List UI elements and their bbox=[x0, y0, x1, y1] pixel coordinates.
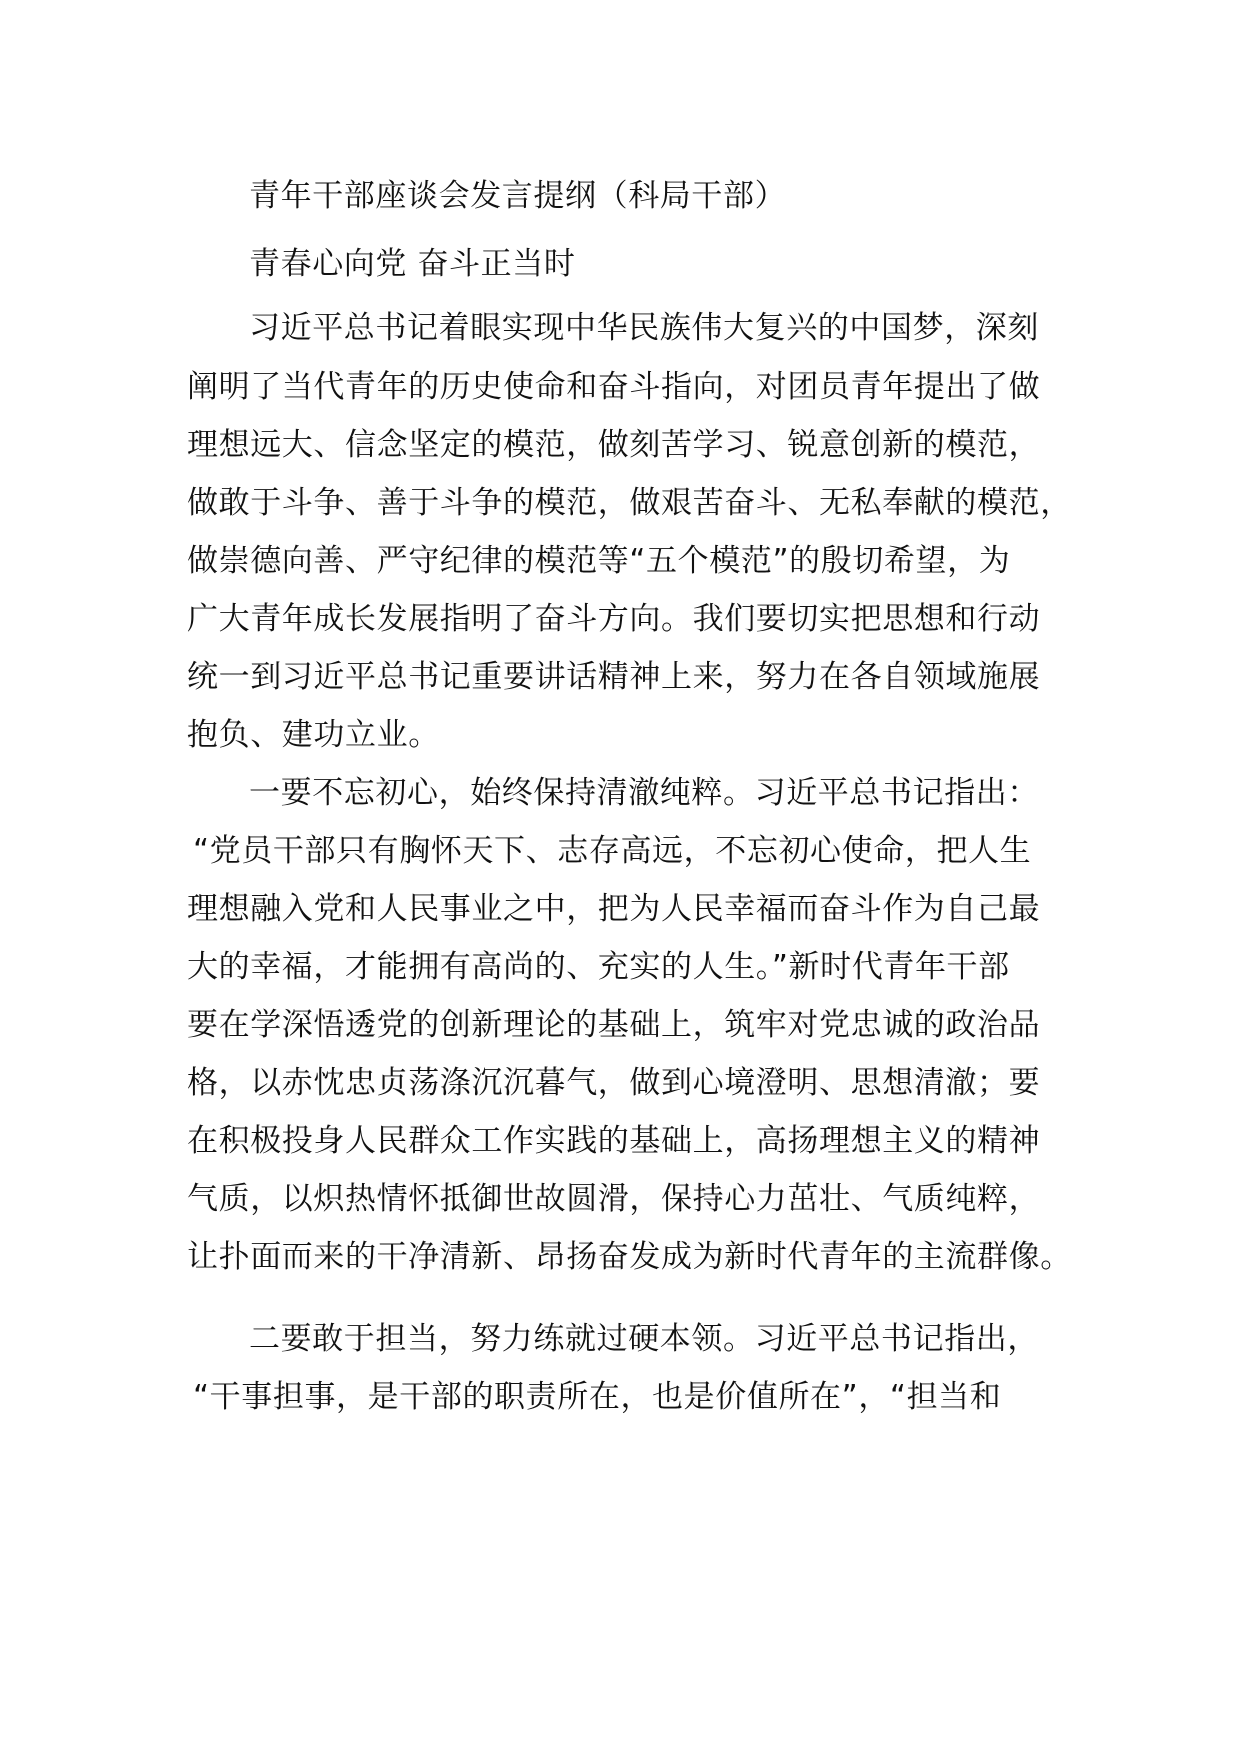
paragraph-line: 做敢于斗争、善于斗争的模范，做艰苦奋斗、无私奉献的模范， bbox=[187, 485, 1072, 521]
paragraph-line: 一要不忘初心，始终保持清澈纯粹。习近平总书记指出： bbox=[249, 775, 1039, 811]
paragraph-line: 阐明了当代青年的历史使命和奋斗指向，对团员青年提出了做 bbox=[187, 369, 1041, 405]
paragraph-line: 让扑面而来的干净清新、昂扬奋发成为新时代青年的主流群像。 bbox=[187, 1239, 1072, 1275]
paragraph-line: 广大青年成长发展指明了奋斗方向。我们要切实把思想和行动 bbox=[187, 601, 1041, 637]
paragraph-line: 习近平总书记着眼实现中华民族伟大复兴的中国梦，深刻 bbox=[249, 310, 1039, 346]
paragraph-line: 理想远大、信念坚定的模范，做刻苦学习、锐意创新的模范， bbox=[187, 427, 1041, 463]
paragraph-line: 二要敢于担当，努力练就过硬本领。习近平总书记指出， bbox=[249, 1321, 1039, 1357]
paragraph-line: 要在学深悟透党的创新理论的基础上，筑牢对党忠诚的政治品 bbox=[187, 1007, 1041, 1043]
paragraph-line: 在积极投身人民群众工作实践的基础上，高扬理想主义的精神 bbox=[187, 1123, 1041, 1159]
paragraph-line: 理想融入党和人民事业之中，把为人民幸福而奋斗作为自己最 bbox=[187, 891, 1041, 927]
paragraph-line: 气质，以炽热情怀抵御世故圆滑，保持心力茁壮、气质纯粹， bbox=[187, 1181, 1041, 1217]
document-title: 青年干部座谈会发言提纲（科局干部） bbox=[249, 178, 787, 214]
paragraph-line: 格，以赤忱忠贞荡涤沉沉暮气，做到心境澄明、思想清澈；要 bbox=[187, 1065, 1041, 1101]
paragraph-line: “干事担事，是干部的职责所在，也是价值所在”，“担当和 bbox=[193, 1379, 1002, 1415]
paragraph-line: “党员干部只有胸怀天下、志存高远，不忘初心使命，把人生 bbox=[193, 833, 1032, 869]
document-subtitle: 青春心向党 奋斗正当时 bbox=[249, 246, 576, 282]
paragraph-line: 大的幸福，才能拥有高尚的、充实的人生。”新时代青年干部 bbox=[187, 949, 1010, 985]
paragraph-line: 统一到习近平总书记重要讲话精神上来，努力在各自领域施展 bbox=[187, 659, 1041, 695]
paragraph-line: 抱负、建功立业。 bbox=[187, 717, 440, 753]
paragraph-line: 做崇德向善、严守纪律的模范等“五个模范”的殷切希望，为 bbox=[187, 543, 1011, 579]
